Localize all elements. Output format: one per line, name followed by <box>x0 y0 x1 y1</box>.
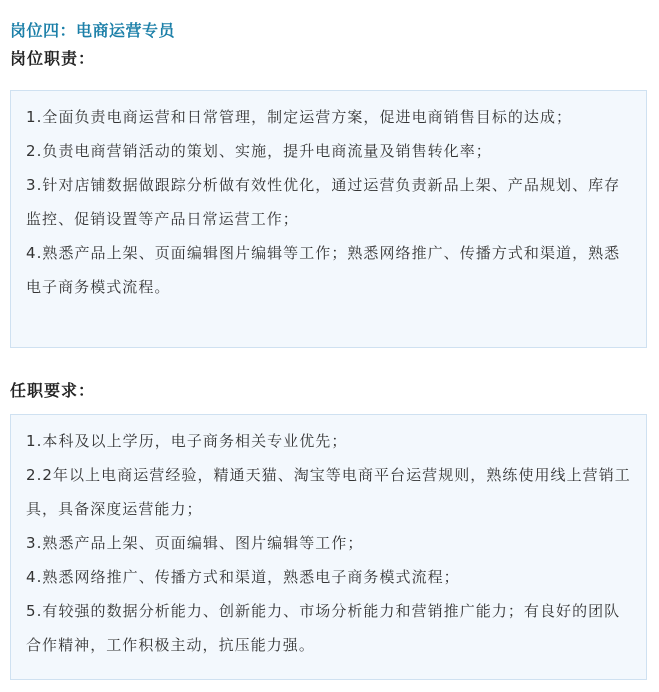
requirements-box <box>10 414 647 680</box>
position-title: 岗位四：电商运营专员 <box>10 21 176 40</box>
duty-item-4: 4.熟悉产品上架、页面编辑图片编辑等工作；熟悉网络推广、传播方式和渠道，熟悉电子商务模式流程。 <box>26 244 621 296</box>
duties-box <box>10 90 647 348</box>
requirement-item-2: 2.2年以上电商运营经验，精通天猫、淘宝等电商平台运营规则，熟练使用线上营销工具，具备深度运营能力； <box>26 466 631 518</box>
duty-item-1: 1.全面负责电商运营和日常管理，制定运营方案，促进电商销售目标的达成； <box>26 108 573 126</box>
requirement-item-1: 1.本科及以上学历，电子商务相关专业优先； <box>26 432 348 450</box>
requirements-heading: 任职要求： <box>10 381 96 400</box>
duty-item-3: 3.针对店铺数据做跟踪分析做有效性优化，通过运营负责新品上架、产品规划、库存监控、促销设置等产品日常运营工作； <box>26 176 621 228</box>
requirement-item-3: 3.熟悉产品上架、页面编辑、图片编辑等工作； <box>26 534 364 552</box>
requirement-item-5: 5.有较强的数据分析能力、创新能力、市场分析能力和营销推广能力；有良好的团队合作精神，工作积极主动，抗压能力强。 <box>26 602 621 654</box>
duties-heading: 岗位职责： <box>10 49 96 68</box>
requirement-item-4: 4.熟悉网络推广、传播方式和渠道，熟悉电子商务模式流程； <box>26 568 460 586</box>
duty-item-2: 2.负责电商营销活动的策划、实施，提升电商流量及销售转化率； <box>26 142 492 160</box>
